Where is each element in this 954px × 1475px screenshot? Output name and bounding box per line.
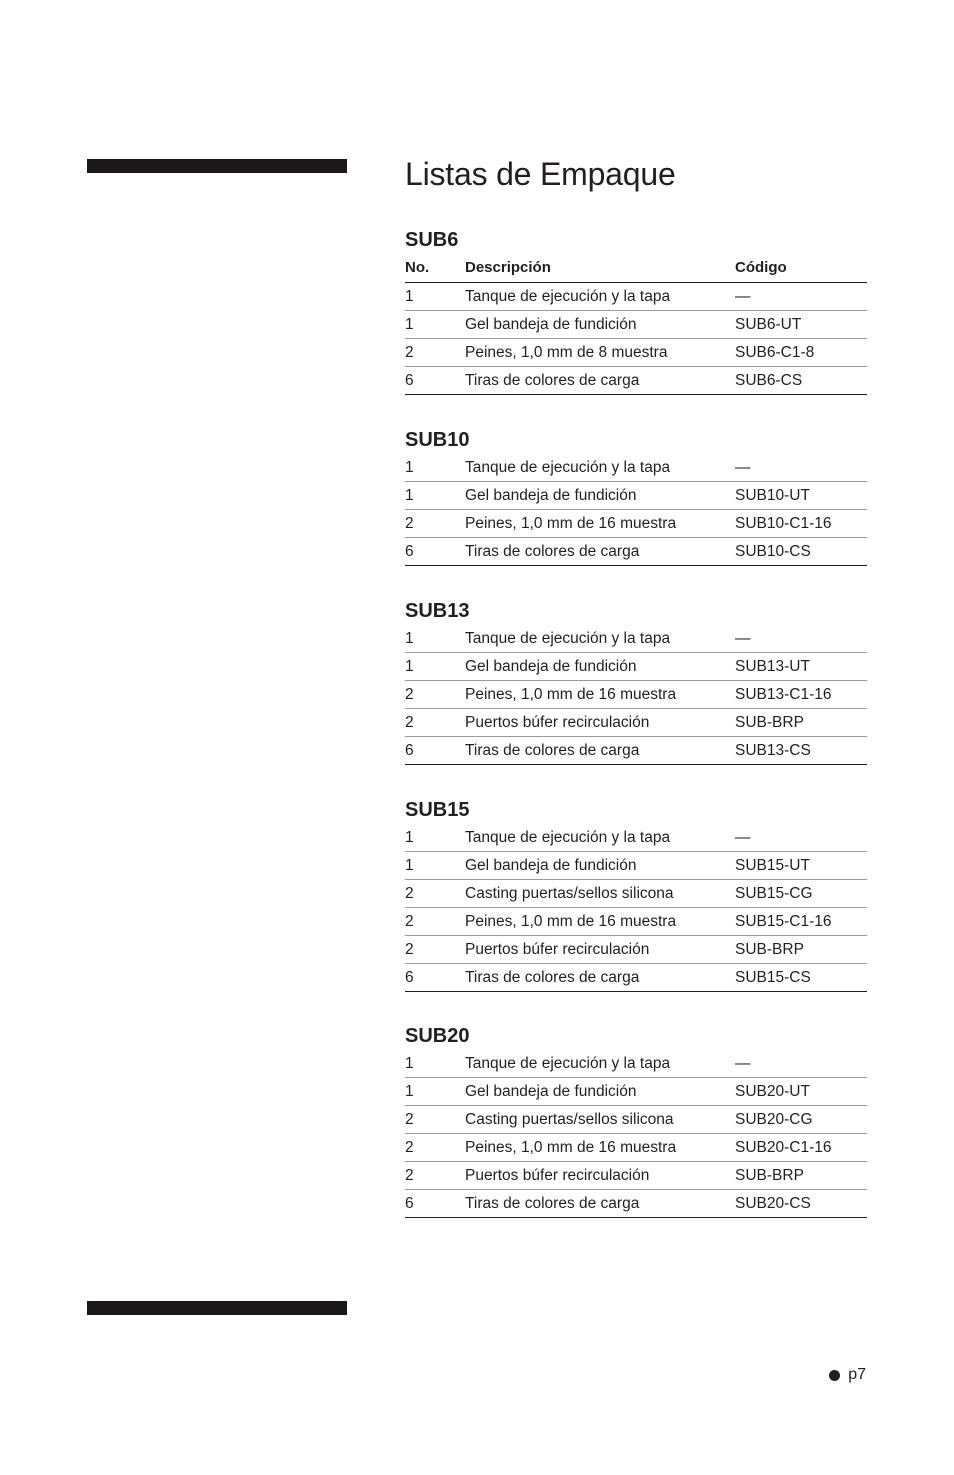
cell-no: 1 xyxy=(405,857,414,874)
cell-no: 6 xyxy=(405,372,414,389)
section-sub10 xyxy=(405,426,867,566)
table-row xyxy=(405,454,867,482)
table-body xyxy=(405,625,867,765)
cell-code: SUB20-C1-16 xyxy=(735,1139,832,1156)
table-body xyxy=(405,283,867,395)
table-row xyxy=(405,625,867,653)
section-title: SUB13 xyxy=(405,600,470,622)
cell-description: Gel bandeja de fundición xyxy=(465,316,637,333)
cell-code: — xyxy=(735,1055,751,1072)
table-row xyxy=(405,482,867,510)
section-sub13 xyxy=(405,597,867,765)
header-code: Código xyxy=(735,259,787,276)
cell-code: — xyxy=(735,459,751,476)
table-row xyxy=(405,367,867,395)
cell-code: SUB6-CS xyxy=(735,372,803,389)
table-row xyxy=(405,908,867,936)
cell-code: SUB-BRP xyxy=(735,941,804,958)
cell-code: SUB6-UT xyxy=(735,316,802,333)
section-sub6 xyxy=(405,226,867,395)
cell-no: 1 xyxy=(405,630,414,647)
decorative-bar-top xyxy=(87,159,347,173)
table-row xyxy=(405,283,867,311)
table-row xyxy=(405,311,867,339)
cell-no: 2 xyxy=(405,1167,414,1184)
cell-code: — xyxy=(735,829,751,846)
cell-no: 2 xyxy=(405,515,414,532)
cell-description: Gel bandeja de fundición xyxy=(465,1083,637,1100)
table-row xyxy=(405,1050,867,1078)
cell-code: SUB-BRP xyxy=(735,1167,804,1184)
cell-code: — xyxy=(735,288,751,305)
section-sub15 xyxy=(405,796,867,992)
cell-no: 2 xyxy=(405,714,414,731)
table-body xyxy=(405,824,867,992)
cell-code: SUB15-UT xyxy=(735,857,810,874)
cell-description: Tanque de ejecución y la tapa xyxy=(465,459,671,476)
main-content xyxy=(405,150,867,1212)
cell-description: Tiras de colores de carga xyxy=(465,1195,640,1212)
table-row xyxy=(405,709,867,737)
table-body xyxy=(405,454,867,566)
cell-description: Tiras de colores de carga xyxy=(465,543,640,560)
cell-code: SUB10-CS xyxy=(735,543,811,560)
table-row xyxy=(405,538,867,566)
table-row xyxy=(405,339,867,367)
cell-no: 6 xyxy=(405,1195,414,1212)
table-header xyxy=(405,254,867,283)
cell-description: Gel bandeja de fundición xyxy=(465,857,637,874)
cell-description: Tiras de colores de carga xyxy=(465,969,640,986)
cell-no: 1 xyxy=(405,658,414,675)
cell-code: SUB20-UT xyxy=(735,1083,810,1100)
cell-code: SUB13-CS xyxy=(735,742,811,759)
cell-no: 2 xyxy=(405,941,414,958)
cell-no: 2 xyxy=(405,686,414,703)
section-title: SUB10 xyxy=(405,429,470,451)
table-row xyxy=(405,1106,867,1134)
page-footer xyxy=(829,1366,866,1384)
bullet-icon xyxy=(829,1370,840,1381)
table-row xyxy=(405,1162,867,1190)
cell-code: SUB15-C1-16 xyxy=(735,913,832,930)
cell-code: SUB15-CG xyxy=(735,885,813,902)
cell-description: Casting puertas/sellos silicona xyxy=(465,885,674,902)
cell-description: Peines, 1,0 mm de 8 muestra xyxy=(465,344,668,361)
cell-no: 2 xyxy=(405,344,414,361)
table-body xyxy=(405,1050,867,1218)
header-no: No. xyxy=(405,259,430,276)
table-row xyxy=(405,1078,867,1106)
table-row xyxy=(405,681,867,709)
table-row xyxy=(405,653,867,681)
section-title: SUB15 xyxy=(405,799,470,821)
cell-description: Puertos búfer recirculación xyxy=(465,714,650,731)
header-description: Descripción xyxy=(465,259,551,276)
table-row xyxy=(405,880,867,908)
page-title: Listas de Empaque xyxy=(405,156,676,192)
cell-description: Tanque de ejecución y la tapa xyxy=(465,288,671,305)
cell-no: 2 xyxy=(405,1111,414,1128)
cell-code: SUB-BRP xyxy=(735,714,804,731)
section-title: SUB20 xyxy=(405,1025,470,1047)
cell-no: 2 xyxy=(405,913,414,930)
table-row xyxy=(405,936,867,964)
cell-description: Peines, 1,0 mm de 16 muestra xyxy=(465,686,677,703)
cell-no: 2 xyxy=(405,885,414,902)
cell-code: SUB20-CG xyxy=(735,1111,813,1128)
cell-code: SUB15-CS xyxy=(735,969,811,986)
section-sub20 xyxy=(405,1022,867,1218)
cell-no: 6 xyxy=(405,969,414,986)
cell-no: 1 xyxy=(405,1083,414,1100)
cell-no: 6 xyxy=(405,543,414,560)
cell-description: Tiras de colores de carga xyxy=(465,372,640,389)
cell-code: SUB10-UT xyxy=(735,487,810,504)
cell-code: SUB6-C1-8 xyxy=(735,344,815,361)
cell-code: — xyxy=(735,630,751,647)
cell-no: 1 xyxy=(405,459,414,476)
cell-description: Gel bandeja de fundición xyxy=(465,487,637,504)
table-row xyxy=(405,964,867,992)
cell-code: SUB13-C1-16 xyxy=(735,686,832,703)
table-row xyxy=(405,737,867,765)
cell-description: Peines, 1,0 mm de 16 muestra xyxy=(465,913,677,930)
cell-no: 1 xyxy=(405,288,414,305)
cell-description: Tanque de ejecución y la tapa xyxy=(465,630,671,647)
cell-description: Tiras de colores de carga xyxy=(465,742,640,759)
table-row xyxy=(405,1134,867,1162)
cell-description: Tanque de ejecución y la tapa xyxy=(465,829,671,846)
table-row xyxy=(405,1190,867,1218)
cell-no: 1 xyxy=(405,829,414,846)
cell-description: Puertos búfer recirculación xyxy=(465,941,650,958)
cell-description: Peines, 1,0 mm de 16 muestra xyxy=(465,1139,677,1156)
cell-code: SUB13-UT xyxy=(735,658,810,675)
table-row xyxy=(405,510,867,538)
cell-code: SUB20-CS xyxy=(735,1195,811,1212)
cell-code: SUB10-C1-16 xyxy=(735,515,832,532)
cell-description: Puertos búfer recirculación xyxy=(465,1167,650,1184)
cell-no: 1 xyxy=(405,1055,414,1072)
cell-description: Peines, 1,0 mm de 16 muestra xyxy=(465,515,677,532)
cell-description: Gel bandeja de fundición xyxy=(465,658,637,675)
cell-no: 6 xyxy=(405,742,414,759)
cell-description: Casting puertas/sellos silicona xyxy=(465,1111,674,1128)
cell-description: Tanque de ejecución y la tapa xyxy=(465,1055,671,1072)
table-row xyxy=(405,824,867,852)
decorative-bar-bottom xyxy=(87,1301,347,1315)
section-title: SUB6 xyxy=(405,229,459,251)
table-row xyxy=(405,852,867,880)
page-number: p7 xyxy=(848,1366,866,1383)
cell-no: 1 xyxy=(405,316,414,333)
cell-no: 2 xyxy=(405,1139,414,1156)
cell-no: 1 xyxy=(405,487,414,504)
